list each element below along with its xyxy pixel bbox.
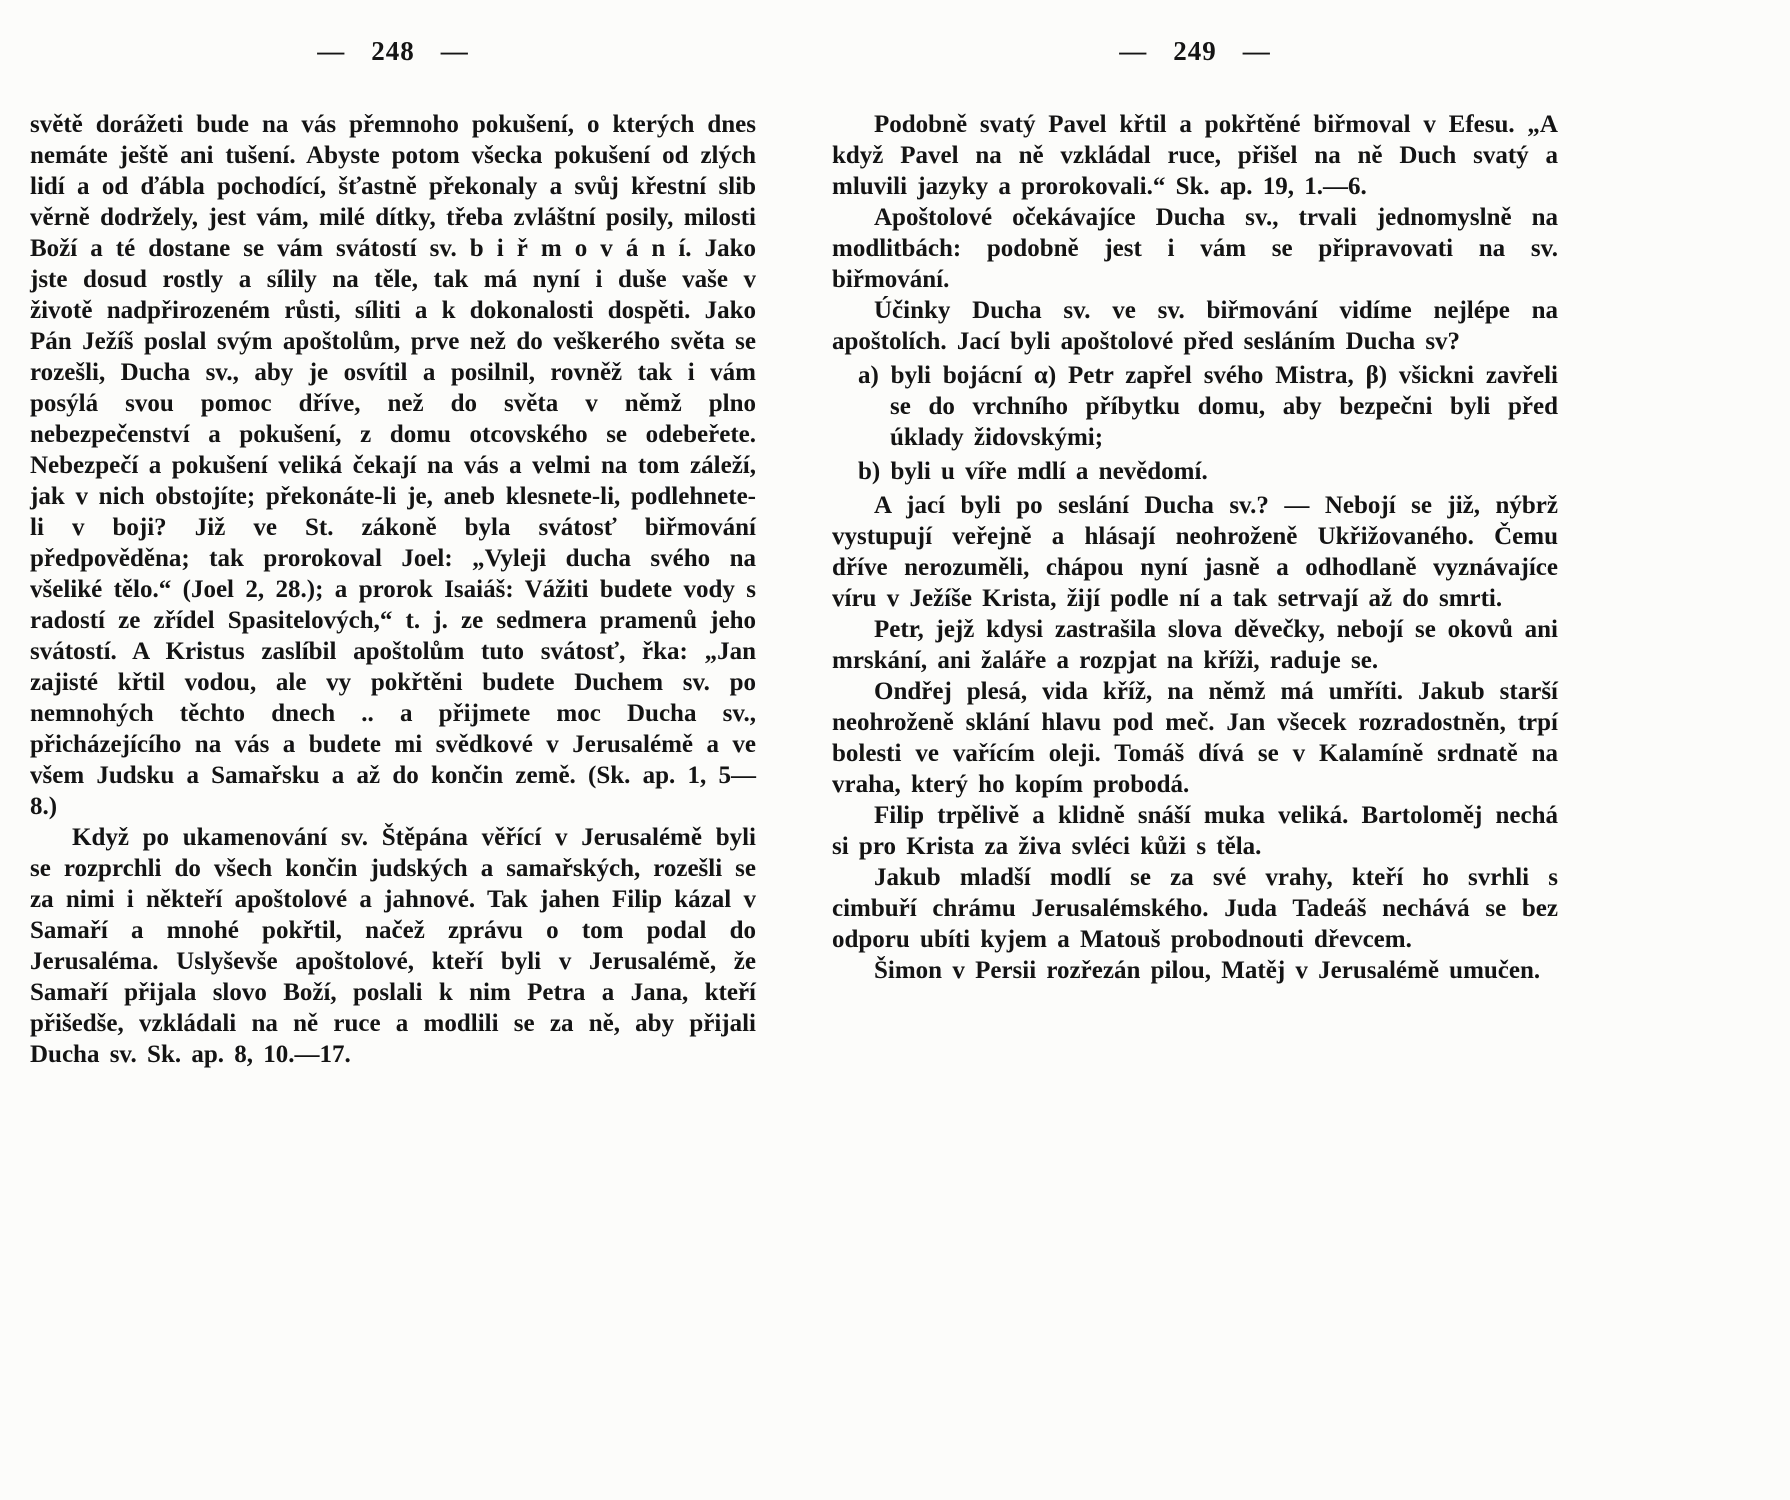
paragraph: Ondřej plesá, vida kříž, na němž má umříti. Jakub starší neohroženě sklání hlavu pod meč. Jan všecek rozradostněn, trpí bolesti ve vařícím oleji. Tomáš dívá se v Kalamíně srdnatě na vraha, který ho kopím probodá. xyxy=(832,678,1558,798)
header-dash: — xyxy=(440,36,469,66)
page-header-left xyxy=(30,36,756,67)
paragraph: A jací byli po seslání Ducha sv.? — Nebojí se již, nýbrž vystupují veřejně a hlásají neohroženě Ukřižovaného. Čemu dříve nerozuměli, chápou nyní jasně a odhodlaně vyznávajíce víru v Ježíše Krista, žijí podle ní a tak setrvají až do smrti. xyxy=(832,492,1558,612)
header-dash: — xyxy=(1242,36,1271,66)
paragraph: Podobně svatý Pavel křtil a pokřtěné biřmoval v Efesu. „A když Pavel na ně vzkládal ruce, přišel na ně Duch svatý a mluvili jazyky a prorokovali.“ Sk. ap. 19, 1.—6. xyxy=(832,111,1558,200)
page-header-right xyxy=(832,36,1558,67)
paragraph: Petr, jejž kdysi zastrašila slova děvečky, nebojí se okovů ani mrskání, ani žaláře a rozpjat na kříži, raduje se. xyxy=(832,616,1558,674)
header-dash: — xyxy=(317,36,346,66)
paragraph: světě dorážeti bude na vás přemnoho pokušení, o kterých dnes nemáte ještě ani tušení. Abyste potom všecka pokušení od zlých lidí a od ďábla pochodící, šťastně překonaly a svůj křestní slib věrně dodržely, jest vám, milé dítky, třeba zvláštní posily, milosti Boží a té dostane se vám svátostí sv. b i ř m o v á n í. Jako jste dosud rostly a sílily na těle, tak má nyní i duše vaše v životě nadpřirozeném růsti, síliti a k dokonalosti dospěti. Jako Pán Ježíš poslal svým apoštolům, prve než do veškerého světa se rozešli, Ducha sv., aby je osvítil a posilnil, rovněž tak i vám posýlá svou pomoc dříve, než do světa v němž plno nebezpečenství a pokušení, z domu otcovského se odebeřete. Nebezpečí a pokušení veliká čekají na vás a velmi na tom záleží, jak v nich obstojíte; překonáte-li je, aneb klesnete-li, podlehnete-li v boji? Již ve St. zákoně byla svátosť biřmování předpověděna; tak prorokoval Joel: „Vyleji ducha svého na všeliké tělo.“ (Joel 2, 28.); a prorok Isaiáš: Vážiti budete vody s radostí ze zřídel Spasitelových,“ t. j. ze sedmera pramenů jeho svátostí. A Kristus zaslíbil apoštolům tuto svátosť, řka: „Jan zajisté křtil vodou, ale vy pokřtěni budete Duchem sv. po nemnohých těchto dnech .. a přijmete moc Ducha sv., přicházejícího na vás a budete mi svědkové v Jerusalémě a ve všem Judsku a Samařsku a až do končin země. (Sk. ap. 1, 5—8.) xyxy=(30,111,756,820)
list-item-b: b) byli u víře mdlí a nevědomí. xyxy=(858,458,1208,485)
page-body-right xyxy=(832,109,1558,986)
page-body-left xyxy=(30,109,756,1070)
paragraph: Jakub mladší modlí se za své vrahy, kteří ho svrhli s cimbuří chrámu Jerusalémského. Juda Tadeáš nechává se bez odporu ubíti kyjem a Matouš probodnouti dřevcem. xyxy=(832,864,1558,953)
paragraph: Šimon v Persii rozřezán pilou, Matěj v Jerusalémě umučen. xyxy=(874,957,1541,984)
page-248 xyxy=(30,36,756,1070)
list-item-a: a) byli bojácní α) Petr zapřel svého Mistra, β) všickni zavřeli se do vrchního příbytku domu, aby bezpečni byli před úklady židovskými; xyxy=(858,362,1558,451)
page-number-right: 249 xyxy=(1173,36,1217,66)
page-number-left: 248 xyxy=(371,36,415,66)
page-249 xyxy=(832,36,1558,1070)
paragraph: Účinky Ducha sv. ve sv. biřmování vidíme nejlépe na apoštolích. Jací byli apoštolové před sesláním Ducha sv? xyxy=(832,297,1558,355)
paragraph: Když po ukamenování sv. Štěpána věřící v Jerusalémě byli se rozprchli do všech končin judských a samařských, rozešli se za nimi i někteří apoštolové a jahnové. Tak jahen Filip kázal v Samaří a mnohé pokřtil, načež zprávu o tom podal do Jerusaléma. Uslyševše apoštolové, kteří byli v Jerusalémě, že Samaří přijala slovo Boží, poslali k nim Petra a Jana, kteří přišedše, vzkládali na ně ruce a modlili se za ně, aby přijali Ducha sv. Sk. ap. 8, 10.—17. xyxy=(30,824,756,1068)
header-dash: — xyxy=(1119,36,1148,66)
paragraph: Apoštolové očekávajíce Ducha sv., trvali jednomyslně na modlitbách: podobně jest i vám se připravovati na sv. biřmování. xyxy=(832,204,1558,293)
paragraph: Filip trpělivě a klidně snáší muka veliká. Bartoloměj nechá si pro Krista za živa svléci kůži s těla. xyxy=(832,802,1558,860)
